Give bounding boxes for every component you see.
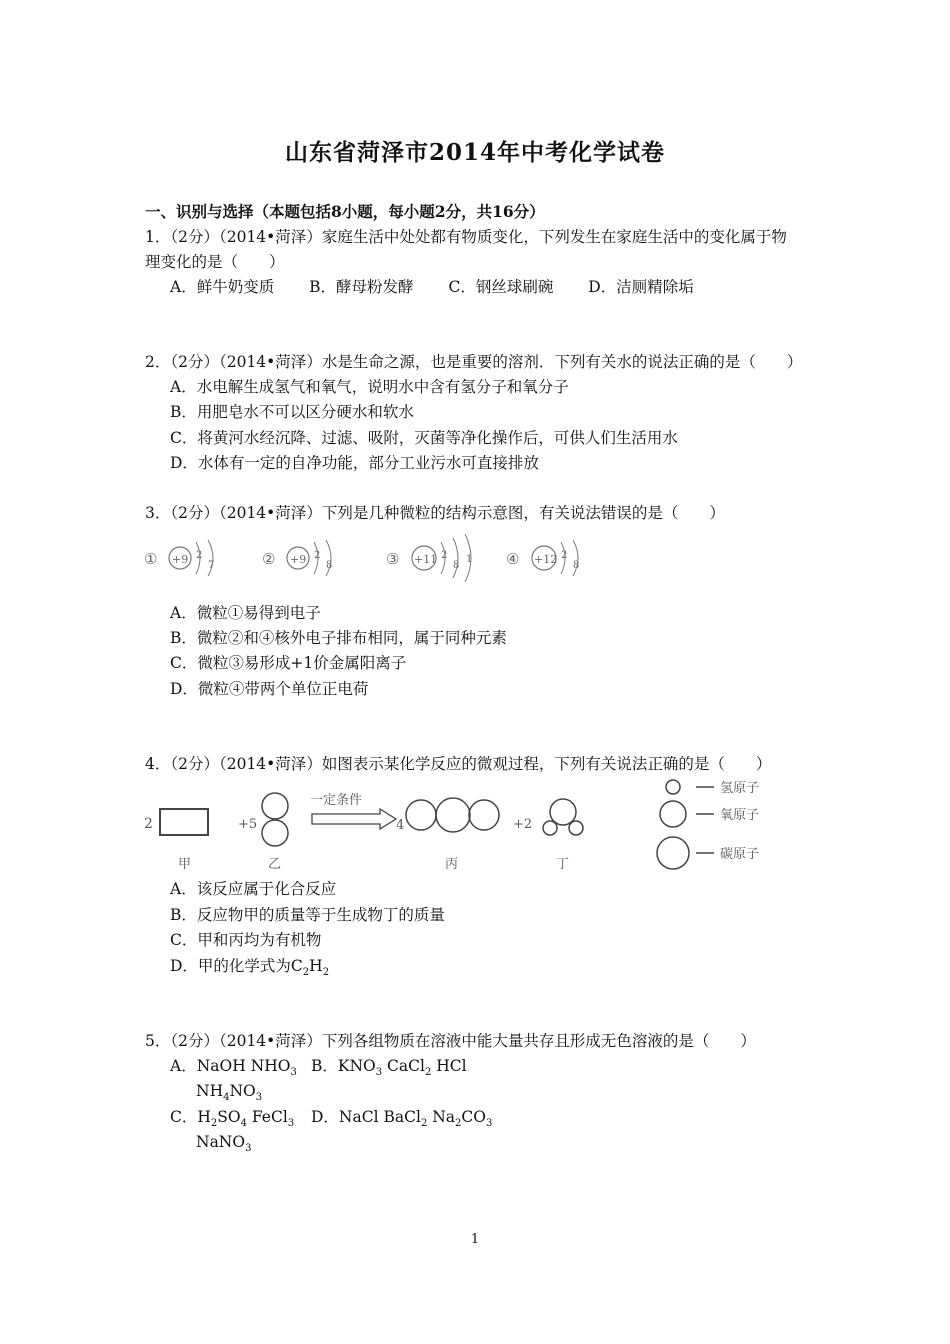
particle-1-label: ① [144,550,158,568]
q5-d-sub3: 3 [486,1118,493,1130]
particle-4 [506,540,579,576]
q4-option-d-mid: H [309,957,323,975]
q5-d-sub1: 2 [420,1118,428,1130]
q4-option-d-prefix: D．甲的化学式为C [170,957,303,975]
legend-carbon-symbol [657,837,689,869]
q1-option-b[interactable]: B．酵母粉发酵 [309,278,414,296]
q1-option-a[interactable]: A．鲜牛奶变质 [170,278,275,296]
molecule-ding [543,799,583,835]
q4-option-b[interactable]: B．反应物甲的质量等于生成物丁的质量 [170,906,445,924]
q1-stem-line1: 1．（2分）（2014•菏泽）家庭生活中处处都有物质变化，下列发生在家庭生活中的变化属于物 [145,228,787,246]
q5-d-mid2: CO [461,1108,486,1126]
q4-option-d[interactable] [170,955,329,984]
q5-a2-sub1: 4 [223,1092,230,1104]
legend-hydrogen-label: 氢原子 [720,781,760,796]
q5-c2-pre: NaNO [196,1133,246,1151]
name-yi: 乙 [268,857,282,872]
coef-yi: +5 [238,817,258,832]
particle-1-shell-1: 2 [196,550,203,561]
q2-option-b[interactable]: B．用肥皂水不可以区分硬水和软水 [170,403,414,421]
particle-3-shell-1: 2 [441,550,448,561]
legend-oxygen-label: 氧原子 [720,808,760,823]
q5-a2-sub2: 3 [255,1092,263,1104]
q4-option-d-sub2: 2 [322,967,330,979]
q3-option-d[interactable]: D．微粒④带两个单位正电荷 [170,680,369,698]
q5-b-sub2: 2 [424,1067,432,1079]
q3-option-b[interactable]: B．微粒②和④核外电子排布相同，属于同种元素 [170,629,507,647]
molecule-yi [262,793,288,846]
particle-4-nucleus: +12 [534,553,558,566]
q5-d-sub2: 2 [455,1118,462,1130]
q5-option-a-cont [196,1080,262,1109]
q1-options [170,276,724,298]
molecule-jia [160,809,208,835]
molecule-bing [406,798,499,832]
q5-c-text: C．H [170,1108,211,1126]
q5-b-text: B．KNO [311,1057,376,1075]
atomic-structure-diagram [140,532,600,584]
reaction-condition: 一定条件 [310,793,363,808]
q2-stem: 2．（2分）（2014•菏泽）水是生命之源，也是重要的溶剂．下列有关水的说法正确的是（ ） [145,353,803,371]
q5-stem: 5．（2分）（2014•菏泽）下列各组物质在溶液中能大量共存且形成无色溶液的是（ ） [145,1032,756,1050]
q1-stem-line2: 理变化的是（ ） [145,253,285,271]
reaction-arrow [312,809,396,829]
name-ding: 丁 [556,857,570,872]
particle-3-shell-3: 1 [466,554,473,565]
legend-hydrogen-symbol [666,780,680,794]
particle-4-shell-1: 2 [561,550,568,561]
page-title: 山东省菏泽市2014年中考化学试卷 [284,139,665,166]
q5-a2-mid: NO [229,1082,256,1100]
particle-3-shell-2: 8 [453,560,460,571]
particle-1-shell-2: 7 [208,560,215,571]
q5-c-sub2: 4 [240,1118,247,1130]
section-heading: 一、识别与选择（本题包括8小题，每小题2分，共16分） [145,202,545,221]
name-bing: 丙 [445,857,459,872]
q1-option-d[interactable]: D．洁厕精除垢 [588,278,694,296]
particle-3 [386,534,472,582]
q5-option-b[interactable] [311,1055,467,1084]
legend [657,780,759,869]
q5-b-mid: CaCl [382,1057,425,1075]
q3-stem: 3．（2分）（2014•菏泽）下列是几种微粒的结构示意图，有关说法错误的是（ ） [145,504,725,522]
q5-a2-pre: NH [196,1082,224,1100]
q4-option-a[interactable]: A．该反应属于化合反应 [170,880,337,898]
coef-jia: 2 [144,816,153,832]
particle-2-label: ② [262,550,276,568]
q5-a-text: A．NaOH NHO [170,1057,291,1075]
particle-2-nucleus: +9 [290,553,307,566]
q5-c-mid2: FeCl [246,1108,288,1126]
q4-option-d-sub1: 2 [302,967,310,979]
q5-option-c-cont [196,1131,251,1160]
name-jia: 甲 [178,857,192,872]
particle-1 [144,540,214,576]
q5-d-mid: Na [427,1108,456,1126]
q5-b-end: HCl [431,1057,467,1075]
q3-option-c[interactable]: C．微粒③易形成+1价金属阳离子 [170,654,407,672]
coef-bing: 4 [396,818,405,833]
q5-b-sub1: 3 [375,1067,383,1079]
q5-a-sub: 3 [290,1067,297,1079]
legend-oxygen-symbol [660,801,686,827]
q5-c-mid1: SO [217,1108,241,1126]
page-number: 1 [470,1232,480,1247]
reaction-diagram [140,778,790,873]
particle-3-nucleus: +11 [414,553,438,566]
particle-4-label: ④ [506,550,520,568]
particle-3-label: ③ [386,550,400,568]
particle-2-shell-2: 8 [326,560,333,571]
q1-option-c[interactable]: C．钢丝球刷碗 [448,278,554,296]
q2-option-d[interactable]: D．水体有一定的自净功能，部分工业污水可直接排放 [170,454,539,472]
q2-option-c[interactable]: C．将黄河水经沉降、过滤、吸附，灭菌等净化操作后，可供人们生活用水 [170,429,678,447]
q5-d-text: D．NaCl BaCl [311,1108,421,1126]
q2-option-a[interactable]: A．水电解生成氢气和氧气，说明水中含有氢分子和氧分子 [170,378,569,396]
particle-1-nucleus: +9 [172,553,189,566]
coef-ding: +2 [513,817,533,832]
particle-2-shell-1: 2 [314,550,321,561]
q3-option-a[interactable]: A．微粒①易得到电子 [170,604,321,622]
q5-c-sub3: 3 [287,1118,295,1130]
q4-stem: 4．（2分）（2014•菏泽）如图表示某化学反应的微观过程，下列有关说法正确的是（ ） [145,755,772,773]
q5-c-sub1: 2 [210,1118,218,1130]
particle-4-shell-2: 8 [573,560,580,571]
particle-2 [262,540,332,576]
q5-c2-sub: 3 [245,1143,252,1155]
q5-option-d[interactable] [311,1106,492,1135]
legend-carbon-label: 碳原子 [720,847,760,862]
q4-option-c[interactable]: C．甲和丙均为有机物 [170,931,322,949]
